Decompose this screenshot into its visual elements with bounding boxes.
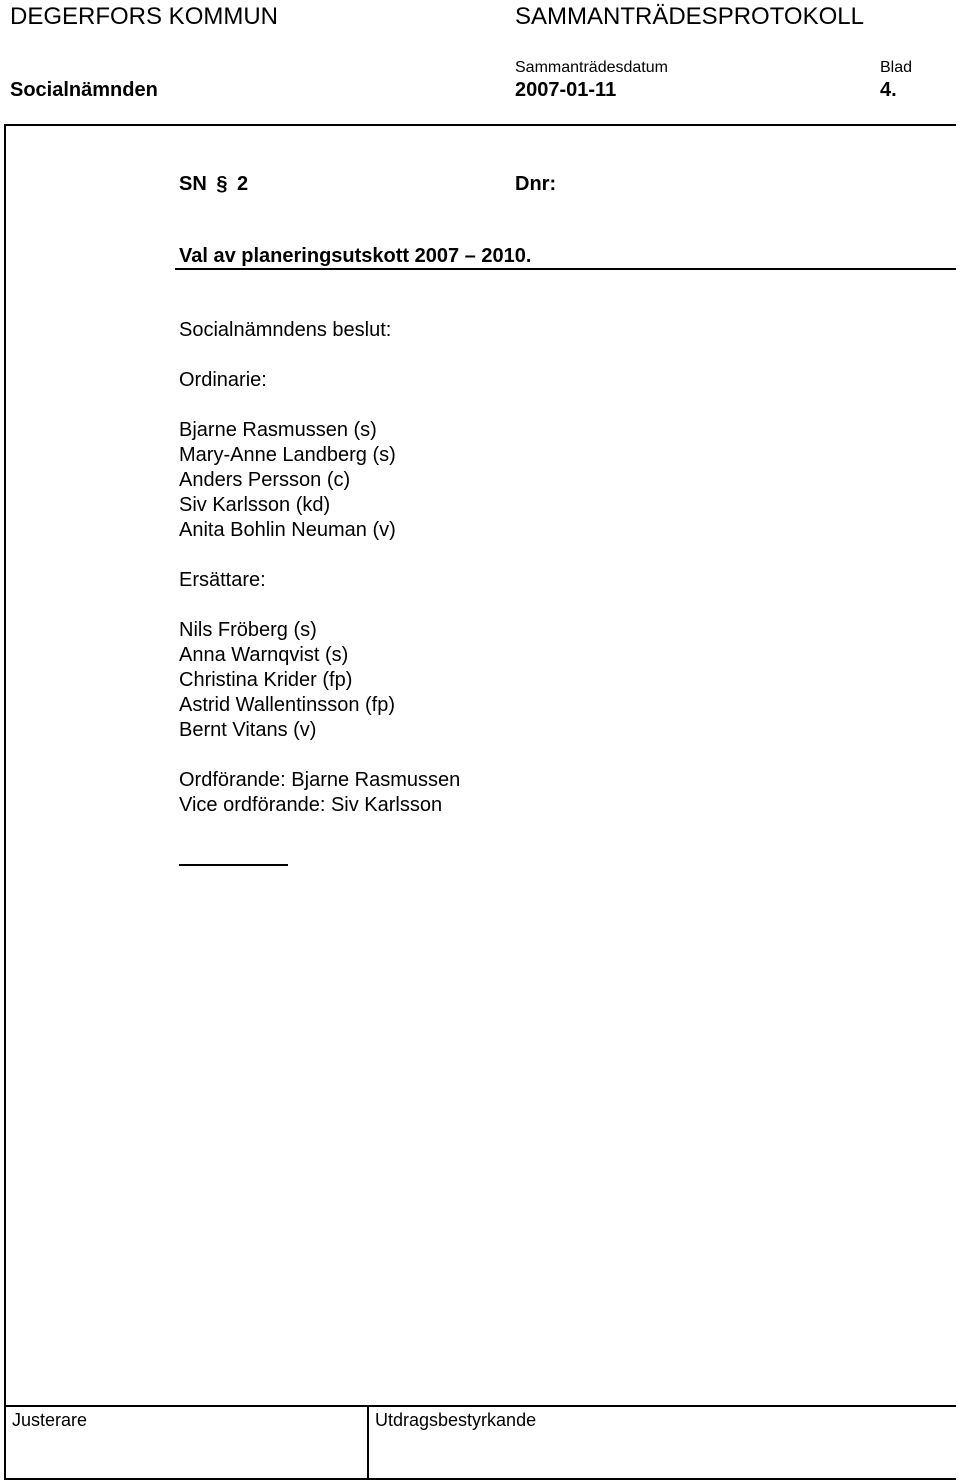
ersattare-label: Ersättare: bbox=[179, 569, 266, 591]
justerare-label: Justerare bbox=[12, 1410, 88, 1430]
date-label: Sammanträdesdatum bbox=[515, 59, 668, 76]
frame-bottom-line bbox=[4, 1478, 956, 1480]
footer-top-line bbox=[4, 1405, 956, 1407]
sheet-label: Blad bbox=[880, 59, 913, 76]
end-rule bbox=[179, 864, 288, 866]
dnr-label: Dnr: bbox=[515, 173, 557, 195]
ordinarie-member: Bjarne Rasmussen (s) bbox=[179, 419, 377, 441]
ersattare-member: Bernt Vitans (v) bbox=[179, 719, 317, 741]
decision-heading: Socialnämndens beslut: bbox=[179, 319, 392, 341]
ordinarie-member: Anita Bohlin Neuman (v) bbox=[179, 519, 396, 541]
chair-line: Ordförande: Bjarne Rasmussen bbox=[179, 769, 461, 791]
ersattare-member: Nils Fröberg (s) bbox=[179, 619, 317, 641]
committee-name: Socialnämnden bbox=[10, 79, 158, 101]
ersattare-member: Astrid Wallentinsson (fp) bbox=[179, 694, 395, 716]
frame-left-line bbox=[4, 124, 6, 1480]
title-underline bbox=[175, 268, 956, 270]
utdragsbestyrkande-label: Utdragsbestyrkande bbox=[375, 1410, 537, 1430]
ordinarie-label: Ordinarie: bbox=[179, 369, 267, 391]
paragraph-prefix: SN bbox=[179, 173, 207, 195]
paragraph-sign-icon: § bbox=[216, 173, 228, 195]
ordinarie-member: Mary-Anne Landberg (s) bbox=[179, 444, 396, 466]
ersattare-member: Anna Warnqvist (s) bbox=[179, 644, 349, 666]
sheet-number: 4. bbox=[880, 79, 897, 101]
meeting-date: 2007-01-11 bbox=[515, 79, 617, 101]
vice-chair-line: Vice ordförande: Siv Karlsson bbox=[179, 794, 443, 816]
document-type: SAMMANTRÄDESPROTOKOLL bbox=[515, 3, 864, 30]
paragraph-ref bbox=[179, 173, 248, 196]
paragraph-number: 2 bbox=[237, 173, 249, 195]
ordinarie-member: Anders Persson (c) bbox=[179, 469, 351, 491]
footer-divider bbox=[367, 1405, 369, 1480]
organization-name: DEGERFORS KOMMUN bbox=[10, 3, 279, 30]
frame-top-line bbox=[4, 124, 956, 126]
section-title: Val av planeringsutskott 2007 – 2010. bbox=[179, 245, 532, 267]
ersattare-member: Christina Krider (fp) bbox=[179, 669, 353, 691]
ordinarie-member: Siv Karlsson (kd) bbox=[179, 494, 331, 516]
